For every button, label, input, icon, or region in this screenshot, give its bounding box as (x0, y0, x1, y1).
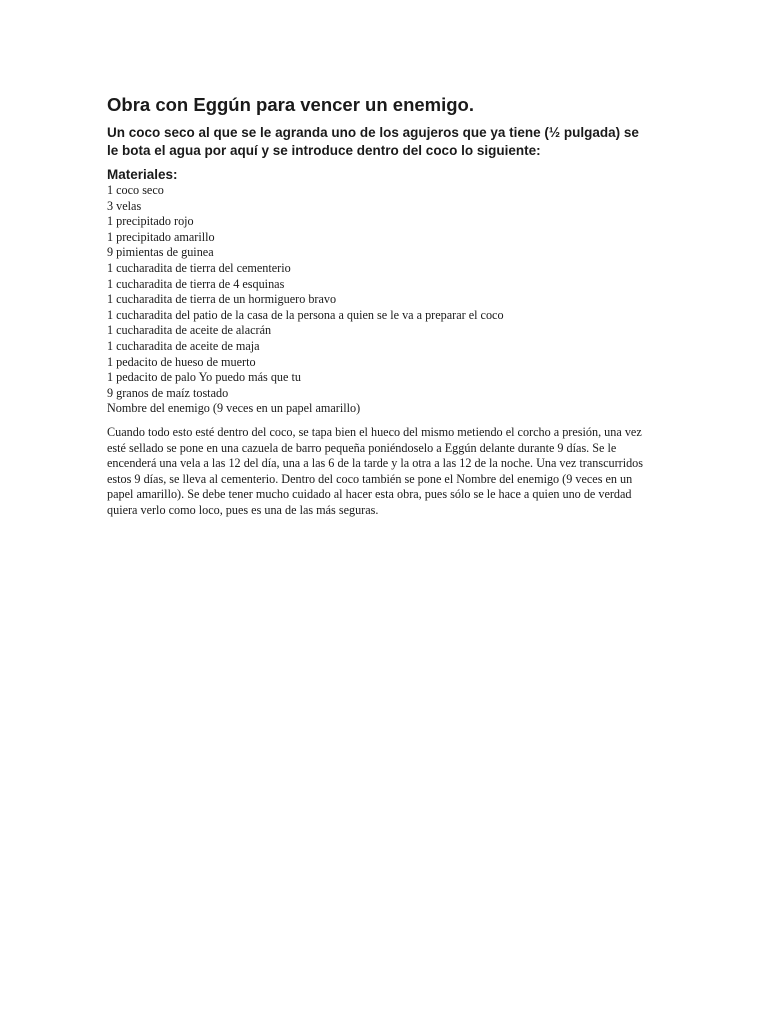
list-item: 1 precipitado rojo (107, 214, 194, 229)
list-item: 9 pimientas de guinea (107, 245, 214, 260)
document-page (107, 94, 663, 518)
list-item: 9 granos de maíz tostado (107, 385, 229, 400)
list-item: 1 cucharadita del patio de la casa de la persona a quien se le va a preparar el coco (107, 307, 504, 322)
list-item: 1 pedacito de palo Yo puedo más que tu (107, 370, 301, 385)
materials-list (107, 183, 663, 417)
materials-heading: Materiales: (107, 167, 178, 182)
list-item: 1 cucharadita de aceite de maja (107, 338, 260, 353)
list-item: 1 cucharadita de aceite de alacrán (107, 323, 272, 338)
list-item: 1 cucharadita de tierra del cementerio (107, 260, 291, 275)
list-item: 1 precipitado amarillo (107, 229, 215, 244)
instructions-paragraph: Cuando todo esto esté dentro del coco, se tapa bien el hueco del mismo metiendo el corcho a presión, una vez esté sellado se pone en una cazuela de barro pequeña poniéndoselo a Eggún delante durante 9 días. Se le encenderá una vela a las 12 del día, una a las 6 de la tarde y la otra a las 12 de la noche. Una vez transcurridos estos 9 días, se lleva al cementerio. Dentro del coco también se pone el Nombre del enemigo (9 veces en un papel amarillo). Se debe tener mucho cuidado al hacer esta obra, pues sólo se le hace a quien uno de verdad quiera verlo como loco, pues es una de las más seguras. (107, 424, 644, 517)
list-item: 1 coco seco (107, 183, 164, 197)
document-title: Obra con Eggún para vencer un enemigo. (107, 94, 474, 115)
list-item: 3 velas (107, 198, 142, 213)
list-item: Nombre del enemigo (9 veces en un papel amarillo) (107, 401, 361, 416)
document-intro: Un coco seco al que se le agranda uno de los agujeros que ya tiene (½ pulgada) se le bota el agua por aquí y se introduce dentro del coco lo siguiente: (107, 125, 639, 158)
list-item: 1 cucharadita de tierra de un hormiguero bravo (107, 292, 337, 307)
list-item: 1 pedacito de hueso de muerto (107, 354, 256, 369)
list-item: 1 cucharadita de tierra de 4 esquinas (107, 276, 285, 291)
